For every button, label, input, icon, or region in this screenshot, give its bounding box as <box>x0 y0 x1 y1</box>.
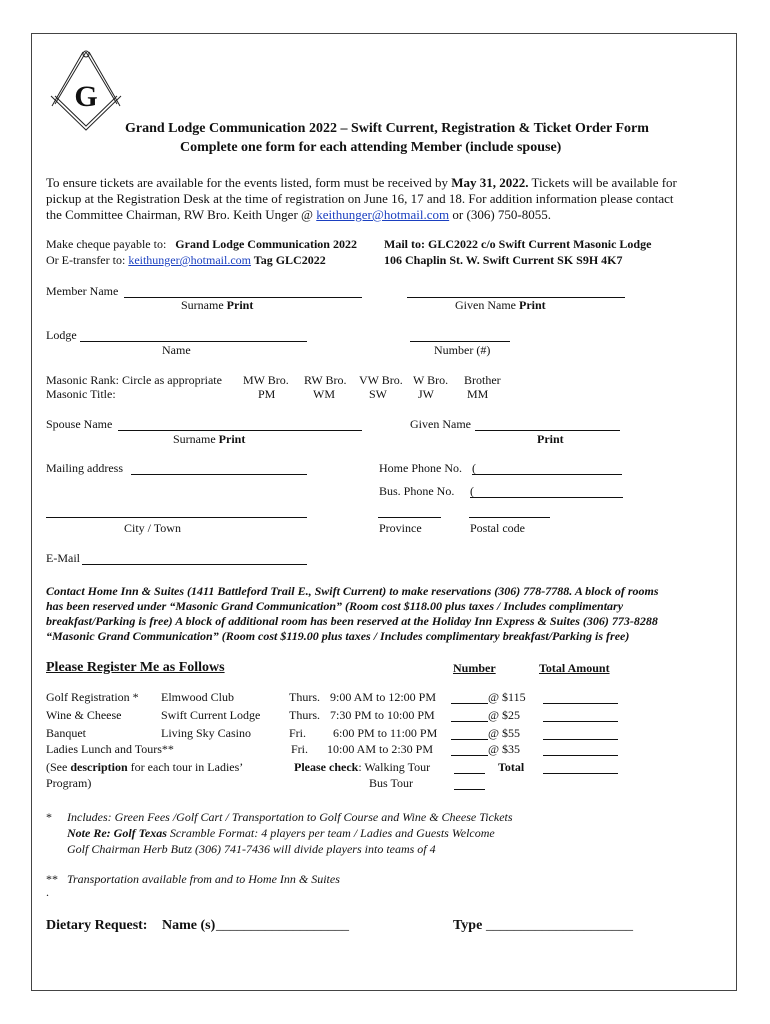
province-field[interactable] <box>378 517 441 518</box>
form-title: Grand Lodge Communication 2022 – Swift Current, Registration & Ticket Order Form <box>125 121 649 136</box>
event-day: Fri. <box>289 726 307 740</box>
golf-amount-field[interactable] <box>543 703 618 704</box>
hotel-info-line-1: Contact Home Inn & Suites (1411 Battleford Trail E., Swift Current) to make reservations (306) 778-7788. A block of rooms <box>46 584 659 598</box>
hotel-info-line-2: has been reserved under “Masonic Grand Communication” (Room cost $118.00 plus taxes / Includes complimentary <box>46 599 624 613</box>
etransfer-email-link[interactable]: keithunger@hotmail.com <box>128 253 252 267</box>
total-amount-column-header: Total Amount <box>539 661 610 675</box>
wine-cheese-amount-field[interactable] <box>543 721 618 722</box>
event-price: @ $35 <box>488 742 521 756</box>
mailing-address-field[interactable] <box>131 474 307 475</box>
lodge-number-field[interactable] <box>410 341 510 342</box>
banquet-quantity-field[interactable] <box>451 739 488 740</box>
title-option-jw[interactable]: JW <box>418 387 434 401</box>
number-column-header: Number <box>453 661 496 675</box>
ladies-lunch-amount-field[interactable] <box>543 755 618 756</box>
golf-includes-note: Includes: Green Fees /Golf Cart / Transportation to Golf Course and Wine & Cheese Tickets <box>67 810 513 824</box>
rank-option-rw[interactable]: RW Bro. <box>304 373 347 387</box>
event-name: Wine & Cheese <box>46 708 122 722</box>
hotel-info-line-4: “Masonic Grand Communication” (Room cost $119.00 plus taxes / Includes complimentary breakfast/Parking is free) <box>46 629 630 643</box>
spouse-given-caption: Print <box>537 432 564 446</box>
total-amount-field[interactable] <box>543 773 618 774</box>
note-dot: . <box>46 885 49 899</box>
ladies-lunch-quantity-field[interactable] <box>451 755 488 756</box>
dietary-request-label: Dietary Request: <box>46 918 148 933</box>
spouse-name-label: Spouse Name <box>46 417 113 431</box>
form-subtitle: Complete one form for each attending Member (include spouse) <box>180 140 562 155</box>
svg-text:G: G <box>74 80 98 113</box>
event-time: 6:00 PM to 11:00 PM <box>333 726 438 740</box>
event-venue: Living Sky Casino <box>161 726 252 740</box>
event-name: Banquet <box>46 726 86 740</box>
rank-option-w[interactable]: W Bro. <box>413 373 449 387</box>
tour-program-note: Program) <box>46 776 92 790</box>
bus-phone-field[interactable] <box>470 497 623 498</box>
wine-cheese-quantity-field[interactable] <box>451 721 488 722</box>
walking-tour-label: Please check: Walking Tour <box>294 760 431 774</box>
title-option-wm[interactable]: WM <box>313 387 335 401</box>
event-venue: Elmwood Club <box>161 690 235 704</box>
cheque-line: Make cheque payable to: Grand Lodge Communication 2022 <box>46 237 357 251</box>
total-label: Total <box>498 760 525 774</box>
mailing-address-label: Mailing address <box>46 461 123 475</box>
rank-option-vw[interactable]: VW Bro. <box>359 373 403 387</box>
postal-code-caption: Postal code <box>470 521 525 535</box>
spouse-surname-caption: Surname Print <box>173 432 246 446</box>
contact-email-link[interactable]: keithunger@hotmail.com <box>316 207 450 222</box>
event-day: Thurs. <box>289 690 320 704</box>
golf-format-note: Note Re: Golf Texas Scramble Format: 4 players per team / Ladies and Guests Welcome <box>67 826 495 840</box>
lodge-name-caption: Name <box>162 343 191 357</box>
event-price: @ $55 <box>488 726 521 740</box>
member-given-caption: Given Name Print <box>455 298 546 312</box>
dietary-names-field[interactable]: ___________________ <box>216 918 349 933</box>
dietary-type-label: Type <box>453 918 483 933</box>
title-option-mm[interactable]: MM <box>467 387 489 401</box>
dietary-names-label: Name (s) <box>162 918 216 933</box>
event-price: @ $25 <box>488 708 521 722</box>
event-day: Thurs. <box>289 708 320 722</box>
home-phone-paren: ( <box>472 461 476 475</box>
golf-chairman-note: Golf Chairman Herb Butz (306) 741-7436 will divide players into teams of 4 <box>67 842 436 856</box>
spouse-given-name-field[interactable] <box>475 430 620 431</box>
event-name: Ladies Lunch and Tours** <box>46 742 174 756</box>
rank-option-mw[interactable]: MW Bro. <box>243 373 289 387</box>
hotel-info-line-3: breakfast/Parking is free) A block of additional room has been reserved at the Holiday Inn Express & Suites (306) 773-8288 <box>46 614 658 628</box>
event-venue: Swift Current Lodge <box>161 708 261 722</box>
mail-to-line-1: Mail to: GLC2022 c/o Swift Current Masonic Lodge <box>384 237 652 251</box>
event-day: Fri. <box>291 742 309 756</box>
bus-phone-label: Bus. Phone No. <box>379 484 455 498</box>
home-phone-label: Home Phone No. <box>379 461 462 475</box>
transportation-note: Transportation available from and to Home Inn & Suites <box>67 872 340 886</box>
intro-line-2: pickup at the Registration Desk at the time of registration on June 16, 17 and 18. For addition information please contact <box>46 191 674 206</box>
golf-quantity-field[interactable] <box>451 703 488 704</box>
banquet-amount-field[interactable] <box>543 739 618 740</box>
bus-tour-label: Bus Tour <box>369 776 413 790</box>
intro-line-3: the Committee Chairman, RW Bro. Keith Unger @ keithunger@hotmail.com or (306) 750-8055. <box>46 207 551 222</box>
rank-label: Masonic Rank: Circle as appropriate <box>46 373 222 387</box>
email-field[interactable] <box>82 564 307 565</box>
member-name-label: Member Name <box>46 284 119 298</box>
note-asterisk: * <box>46 810 52 824</box>
tour-description-note: (See description for each tour in Ladies’ <box>46 760 244 774</box>
event-price: @ $115 <box>488 690 526 704</box>
event-name: Golf Registration * <box>46 690 139 704</box>
bus-phone-paren: ( <box>470 484 474 498</box>
lodge-name-field[interactable] <box>80 341 307 342</box>
rank-option-brother[interactable]: Brother <box>464 373 501 387</box>
note-double-asterisk: ** <box>46 872 58 886</box>
title-option-sw[interactable]: SW <box>369 387 387 401</box>
event-time: 7:30 PM to 10:00 PM <box>330 708 435 722</box>
square-compass-logo-icon <box>47 48 125 132</box>
province-caption: Province <box>379 521 422 535</box>
dietary-type-field[interactable]: _____________________ <box>486 918 633 933</box>
email-label: E-Mail <box>46 551 80 565</box>
home-phone-field[interactable] <box>472 474 622 475</box>
event-time: 9:00 AM to 12:00 PM <box>330 690 437 704</box>
spouse-given-name-label: Given Name <box>410 417 471 431</box>
postal-code-field[interactable] <box>469 517 550 518</box>
intro-line-1: To ensure tickets are available for the events listed, form must be received by May 31, 2022. Tickets will be available for <box>46 175 677 190</box>
register-heading: Please Register Me as Follows <box>46 660 225 675</box>
etransfer-line: Or E-transfer to: keithunger@hotmail.com Tag GLC2022 <box>46 253 326 267</box>
bus-tour-checkbox[interactable] <box>454 789 485 790</box>
title-label: Masonic Title: <box>46 387 116 401</box>
city-field[interactable] <box>46 517 307 518</box>
member-surname-caption: Surname Print <box>181 298 254 312</box>
spouse-surname-field[interactable] <box>118 430 362 431</box>
walking-tour-checkbox[interactable] <box>454 773 485 774</box>
event-time: 10:00 AM to 2:30 PM <box>327 742 434 756</box>
deadline-date: May 31, 2022. <box>451 175 529 190</box>
lodge-number-caption: Number (#) <box>434 343 491 357</box>
city-caption: City / Town <box>124 521 181 535</box>
lodge-label: Lodge <box>46 328 77 342</box>
mail-to-line-2: 106 Chaplin St. W. Swift Current SK S9H 4K7 <box>384 253 623 267</box>
title-option-pm[interactable]: PM <box>258 387 276 401</box>
